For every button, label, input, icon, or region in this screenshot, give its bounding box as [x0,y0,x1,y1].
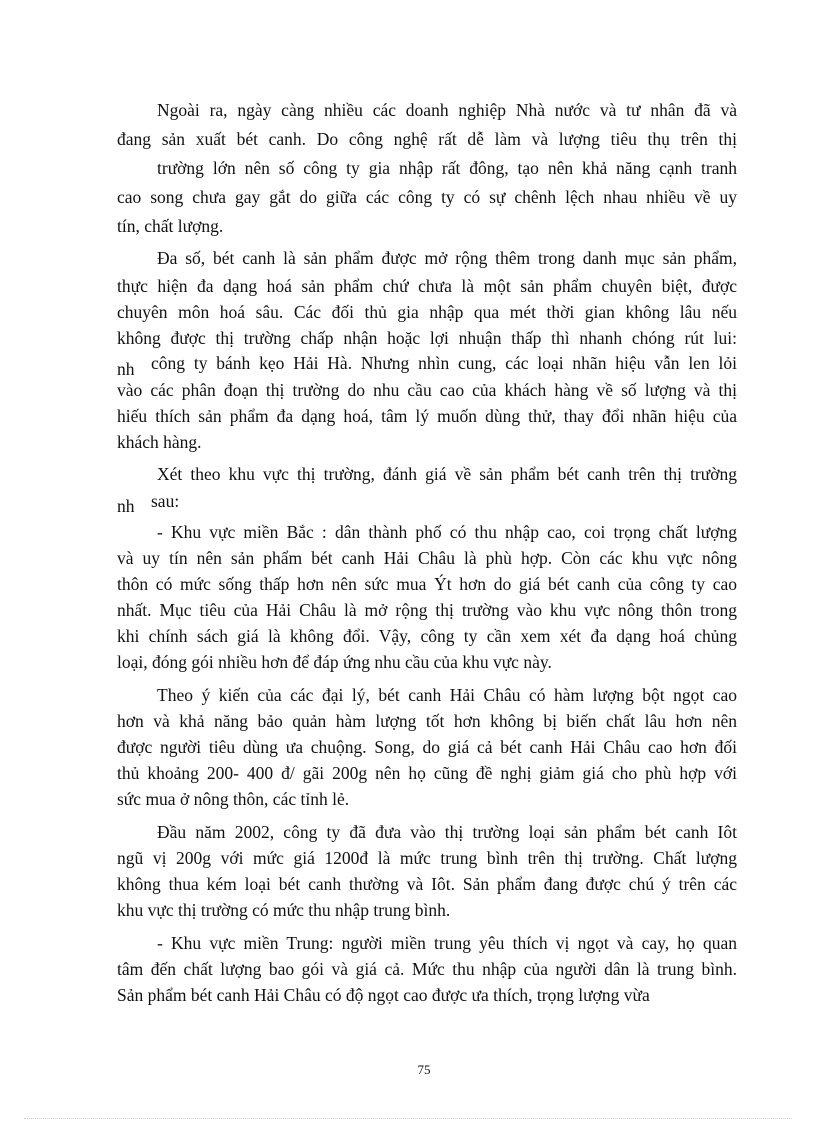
text-line: Theo ý kiến của các đại lý, bét canh Hải Châu có hàm lượng bột ngọt cao [157,685,737,705]
text-line: không được thị trường chấp nhận hoặc lợi nhuận thấp thì nhanh chóng rút lui: [117,328,737,348]
text-line: thôn có mức sống thấp hơn nên sức mua Ýt hơn do giá bét canh của công ty cao [117,574,737,594]
text-line: khi chính sách giá là không đổi. Vậy, công ty cần xem xét đa dạng hoá chủng [117,626,737,646]
text-line: loại, đóng gói nhiều hơn để đáp ứng nhu cầu của khu vực này. [117,652,552,672]
footer-divider [24,1118,792,1119]
text-line: chuyên môn hoá sâu. Các đối thủ gia nhập qua mét thời gian không lâu nếu [117,302,737,322]
text-line: và uy tín nên sản phẩm bét canh Hải Châu là phù hợp. Còn các khu vực nông [117,548,737,568]
margin-fragment: nh [117,359,135,379]
text-line: sức mua ở nông thôn, các tỉnh lẻ. [117,789,350,809]
text-line: khu vực thị trường có mức thu nhập trung bình. [117,900,451,920]
text-line: sau: [151,491,180,511]
text-line: ngũ vị 200g với mức giá 1200đ là mức trung bình trên thị trường. Chất lượng [117,848,737,868]
text-line: tâm đến chất lượng bao gói và giá cả. Mức thu nhập của người dân là trung bình. [117,959,737,979]
text-line: nhất. Mục tiêu của Hải Châu là mở rộng thị trường vào khu vực nông thôn trong [117,600,737,620]
text-line: công ty bánh kẹo Hải Hà. Nhưng nhìn cung, các loại nhãn hiệu vẫn len lỏi [151,353,737,373]
text-line: hiếu thích sản phẩm đa dạng hoá, tâm lý muốn dùng thử, thay đổi nhãn hiệu của [117,406,737,426]
text-line: khách hàng. [117,432,202,452]
text-line: Đa số, bét canh là sản phẩm được mở rộng thêm trong danh mục sản phẩm, [157,248,737,268]
text-line: thủ khoảng 200- 400 đ/ gãi 200g nên họ cũng đề nghị giảm giá cho phù hợp với [117,763,737,783]
text-line: tín, chất lượng. [117,216,224,236]
text-line: được người tiêu dùng ưa chuộng. Song, do giá cả bét canh Hải Châu cao hơn đối [117,737,737,757]
margin-fragment: nh [117,496,135,516]
text-line: Ngoài ra, ngày càng nhiều các doanh nghiệp Nhà nước và tư nhân đã và [157,100,737,120]
text-line: Xét theo khu vực thị trường, đánh giá về sản phẩm bét canh trên thị trường [157,464,737,484]
text-line: không thua kém loại bét canh thường và Iôt. Sản phẩm đang được chú ý trên các [117,874,737,894]
text-line: vào các phân đoạn thị trường do nhu cầu cao của khách hàng về số lượng và thị [117,380,737,400]
text-line: Sản phẩm bét canh Hải Châu có độ ngọt cao được ưa thích, trọng lượng vừa [117,985,650,1005]
text-line: Đầu năm 2002, công ty đã đưa vào thị trường loại sản phẩm bét canh Iôt [157,822,737,842]
page-number: 75 [417,1062,431,1077]
text-line: thực hiện đa dạng hoá sản phẩm chứ chưa là một sản phẩm chuyên biệt, được [117,276,737,296]
text-line: trường lớn nên số công ty gia nhập rất đông, tạo nên khả năng cạnh tranh [157,158,737,178]
text-line: - Khu vực miền Trung: người miền trung yêu thích vị ngọt và cay, họ quan [157,933,737,953]
text-line: hơn và khả năng bảo quản hàm lượng tốt hơn không bị biến chất lâu hơn nên [117,711,737,731]
text-line: cao song chưa gay gắt do giữa các công ty có sự chênh lệch nhau nhiều về uy [117,187,737,207]
text-line: đang sản xuất bét canh. Do công nghệ rất dễ làm và lượng tiêu thụ trên thị [117,129,737,149]
text-line: - Khu vực miền Bắc : dân thành phố có thu nhập cao, coi trọng chất lượng [157,522,737,542]
